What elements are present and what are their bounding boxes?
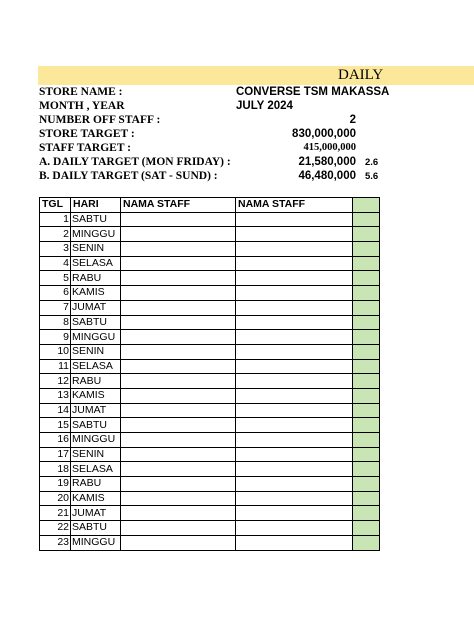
green-cell xyxy=(353,433,380,448)
info-row xyxy=(39,127,474,141)
nama-staff-1-cell[interactable] xyxy=(121,462,236,477)
table-row xyxy=(40,286,380,301)
nama-staff-2-cell[interactable] xyxy=(236,403,353,418)
tgl-cell: 7 xyxy=(40,300,71,315)
table-row xyxy=(40,315,380,330)
green-cell xyxy=(353,447,380,462)
nama-staff-1-cell[interactable] xyxy=(121,535,236,550)
table-row xyxy=(40,535,380,550)
tgl-cell: 5 xyxy=(40,271,71,286)
hari-cell: JUMAT xyxy=(71,403,121,418)
green-cell xyxy=(353,359,380,374)
hari-cell: MINGGU xyxy=(71,433,121,448)
tgl-cell: 18 xyxy=(40,462,71,477)
nama-staff-2-cell[interactable] xyxy=(236,491,353,506)
nama-staff-2-cell[interactable] xyxy=(236,344,353,359)
hari-cell: SABTU xyxy=(71,418,121,433)
table-row xyxy=(40,491,380,506)
green-cell xyxy=(353,374,380,389)
nama-staff-1-cell[interactable] xyxy=(121,491,236,506)
nama-staff-2-cell[interactable] xyxy=(236,227,353,242)
hari-cell: RABU xyxy=(71,477,121,492)
hari-cell: JUMAT xyxy=(71,506,121,521)
tgl-cell: 16 xyxy=(40,433,71,448)
table-row xyxy=(40,388,380,403)
info-value: CONVERSE TSM MAKASSA xyxy=(236,86,390,98)
nama-staff-2-cell[interactable] xyxy=(236,433,353,448)
table-row xyxy=(40,300,380,315)
tgl-cell: 10 xyxy=(40,344,71,359)
table-row xyxy=(40,418,380,433)
table-row xyxy=(40,227,380,242)
nama-staff-1-cell[interactable] xyxy=(121,227,236,242)
nama-staff-1-cell[interactable] xyxy=(121,403,236,418)
tgl-cell: 14 xyxy=(40,403,71,418)
info-row xyxy=(39,85,474,99)
tgl-cell: 13 xyxy=(40,388,71,403)
tgl-cell: 19 xyxy=(40,477,71,492)
info-label: B. DAILY TARGET (SAT - SUND) : xyxy=(39,170,218,182)
nama-staff-1-cell[interactable] xyxy=(121,477,236,492)
table-row xyxy=(40,462,380,477)
table-row xyxy=(40,330,380,345)
nama-staff-1-cell[interactable] xyxy=(121,271,236,286)
nama-staff-1-cell[interactable] xyxy=(121,359,236,374)
info-label: STORE NAME : xyxy=(39,86,123,98)
info-value: 415,000,000 xyxy=(303,142,356,153)
info-row xyxy=(39,141,474,155)
nama-staff-2-cell[interactable] xyxy=(236,286,353,301)
info-value: 21,580,000 xyxy=(298,156,356,168)
green-cell xyxy=(353,403,380,418)
target-ratio: 5.6 xyxy=(365,171,379,182)
table-row xyxy=(40,374,380,389)
table-row xyxy=(40,403,380,418)
hari-cell: SENIN xyxy=(71,242,121,257)
tgl-cell: 3 xyxy=(40,242,71,257)
info-row xyxy=(39,155,474,169)
table-row xyxy=(40,271,380,286)
green-cell xyxy=(353,491,380,506)
hari-cell: SABTU xyxy=(71,315,121,330)
tgl-cell: 21 xyxy=(40,506,71,521)
green-cell xyxy=(353,418,380,433)
green-cell xyxy=(353,506,380,521)
tgl-cell: 15 xyxy=(40,418,71,433)
hari-cell: SABTU xyxy=(71,212,121,227)
nama-staff-1-cell[interactable] xyxy=(121,506,236,521)
header-green-column xyxy=(353,198,380,213)
hari-cell: JUMAT xyxy=(71,300,121,315)
target-ratio: 2.6 xyxy=(365,157,379,168)
info-row xyxy=(39,169,474,183)
tgl-cell: 8 xyxy=(40,315,71,330)
green-cell xyxy=(353,344,380,359)
green-cell xyxy=(353,212,380,227)
info-label: NUMBER OFF STAFF : xyxy=(39,114,161,126)
info-row xyxy=(39,99,474,113)
hari-cell: MINGGU xyxy=(71,330,121,345)
info-label: STAFF TARGET : xyxy=(39,142,132,154)
info-label: STORE TARGET : xyxy=(39,128,135,140)
green-cell xyxy=(353,535,380,550)
hari-cell: RABU xyxy=(71,271,121,286)
nama-staff-2-cell[interactable] xyxy=(236,418,353,433)
table-row xyxy=(40,477,380,492)
hari-cell: SENIN xyxy=(71,447,121,462)
hari-cell: KAMIS xyxy=(71,388,121,403)
nama-staff-2-cell[interactable] xyxy=(236,256,353,271)
nama-staff-2-cell[interactable] xyxy=(236,242,353,257)
green-cell xyxy=(353,300,380,315)
table-row xyxy=(40,447,380,462)
nama-staff-1-cell[interactable] xyxy=(121,330,236,345)
header-tgl: TGL xyxy=(40,198,71,213)
nama-staff-1-cell[interactable] xyxy=(121,418,236,433)
tgl-cell: 2 xyxy=(40,227,71,242)
hari-cell: SENIN xyxy=(71,344,121,359)
nama-staff-2-cell[interactable] xyxy=(236,212,353,227)
nama-staff-2-cell[interactable] xyxy=(236,388,353,403)
nama-staff-2-cell[interactable] xyxy=(236,462,353,477)
page-title: DAILY xyxy=(338,67,384,83)
tgl-cell: 12 xyxy=(40,374,71,389)
green-cell xyxy=(353,477,380,492)
nama-staff-2-cell[interactable] xyxy=(236,506,353,521)
tgl-cell: 1 xyxy=(40,212,71,227)
tgl-cell: 20 xyxy=(40,491,71,506)
nama-staff-1-cell[interactable] xyxy=(121,286,236,301)
hari-cell: KAMIS xyxy=(71,286,121,301)
nama-staff-1-cell[interactable] xyxy=(121,433,236,448)
nama-staff-1-cell[interactable] xyxy=(121,242,236,257)
table-row xyxy=(40,521,380,536)
nama-staff-1-cell[interactable] xyxy=(121,388,236,403)
nama-staff-1-cell[interactable] xyxy=(121,344,236,359)
table-row xyxy=(40,433,380,448)
nama-staff-1-cell[interactable] xyxy=(121,212,236,227)
nama-staff-2-cell[interactable] xyxy=(236,447,353,462)
green-cell xyxy=(353,521,380,536)
info-row xyxy=(39,113,474,127)
info-label: MONTH , YEAR xyxy=(39,100,125,112)
table-row xyxy=(40,256,380,271)
nama-staff-1-cell[interactable] xyxy=(121,374,236,389)
header-nama-staff-2: NAMA STAFF xyxy=(236,198,353,213)
green-cell xyxy=(353,330,380,345)
nama-staff-2-cell[interactable] xyxy=(236,374,353,389)
tgl-cell: 22 xyxy=(40,521,71,536)
table-row xyxy=(40,359,380,374)
green-cell xyxy=(353,256,380,271)
green-cell xyxy=(353,286,380,301)
green-cell xyxy=(353,388,380,403)
green-cell xyxy=(353,271,380,286)
nama-staff-2-cell[interactable] xyxy=(236,359,353,374)
header-hari: HARI xyxy=(71,198,121,213)
info-value: 2 xyxy=(349,114,356,126)
hari-cell: RABU xyxy=(71,374,121,389)
green-cell xyxy=(353,227,380,242)
nama-staff-2-cell[interactable] xyxy=(236,315,353,330)
nama-staff-2-cell[interactable] xyxy=(236,535,353,550)
nama-staff-2-cell[interactable] xyxy=(236,300,353,315)
staff-schedule-table xyxy=(39,197,380,551)
info-value: 46,480,000 xyxy=(298,170,356,182)
nama-staff-1-cell[interactable] xyxy=(121,315,236,330)
nama-staff-2-cell[interactable] xyxy=(236,521,353,536)
nama-staff-2-cell[interactable] xyxy=(236,477,353,492)
nama-staff-1-cell[interactable] xyxy=(121,256,236,271)
tgl-cell: 17 xyxy=(40,447,71,462)
header-nama-staff-1: NAMA STAFF xyxy=(121,198,236,213)
table-header-row xyxy=(40,198,380,213)
hari-cell: SELASA xyxy=(71,462,121,477)
title-banner xyxy=(38,66,474,85)
nama-staff-1-cell[interactable] xyxy=(121,300,236,315)
table-row xyxy=(40,242,380,257)
info-value: 830,000,000 xyxy=(292,128,356,140)
green-cell xyxy=(353,462,380,477)
tgl-cell: 11 xyxy=(40,359,71,374)
hari-cell: SELASA xyxy=(71,359,121,374)
tgl-cell: 6 xyxy=(40,286,71,301)
tgl-cell: 23 xyxy=(40,535,71,550)
hari-cell: MINGGU xyxy=(71,227,121,242)
green-cell xyxy=(353,315,380,330)
table-row xyxy=(40,506,380,521)
table-row xyxy=(40,344,380,359)
nama-staff-2-cell[interactable] xyxy=(236,271,353,286)
green-cell xyxy=(353,242,380,257)
hari-cell: MINGGU xyxy=(71,535,121,550)
hari-cell: KAMIS xyxy=(71,491,121,506)
nama-staff-1-cell[interactable] xyxy=(121,447,236,462)
nama-staff-2-cell[interactable] xyxy=(236,330,353,345)
info-value: JULY 2024 xyxy=(236,100,293,112)
info-label: A. DAILY TARGET (MON FRIDAY) : xyxy=(39,156,231,168)
tgl-cell: 4 xyxy=(40,256,71,271)
hari-cell: SABTU xyxy=(71,521,121,536)
tgl-cell: 9 xyxy=(40,330,71,345)
hari-cell: SELASA xyxy=(71,256,121,271)
table-row xyxy=(40,212,380,227)
nama-staff-1-cell[interactable] xyxy=(121,521,236,536)
